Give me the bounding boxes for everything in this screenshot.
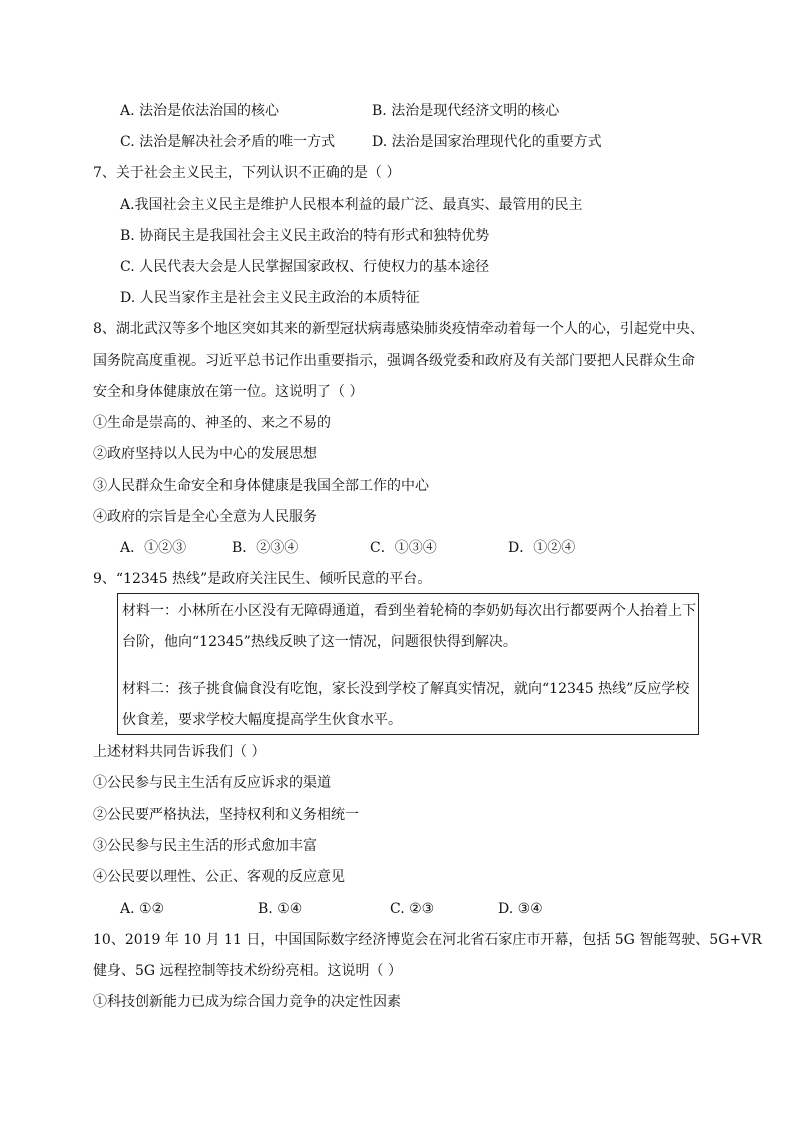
q9-material1-line-1: 材料一：小林所在小区没有无障碍通道，看到坐着轮椅的李奶奶每次出行都要两个人抬着上下 bbox=[122, 603, 696, 619]
q7-option-b: B. 协商民主是我国社会主义民主政治的特有形式和独特优势 bbox=[120, 228, 490, 244]
q8-statement-4: ④政府的宗旨是全心全意为人民服务 bbox=[93, 509, 317, 525]
q10-statement-1: ①科技创新能力已成为综合国力竞争的决定性因素 bbox=[93, 994, 401, 1010]
q9-question: 上述材料共同告诉我们（ ） bbox=[93, 744, 266, 760]
q10-stem-line-2: 健身、5G 远程控制等技术纷纷亮相。这说明（ ） bbox=[93, 963, 402, 979]
q9-statement-4: ④公民要以理性、公正、客观的反应意见 bbox=[93, 869, 345, 885]
q8-stem-line-3: 安全和身体健康放在第一位。这说明了（ ） bbox=[93, 384, 364, 400]
q9-option-a: A. ①② bbox=[120, 901, 165, 917]
q8-statement-2: ②政府坚持以人民为中心的发展思想 bbox=[93, 446, 317, 462]
q8-option-c: C．①③④ bbox=[370, 540, 437, 556]
q6-option-d: D. 法治是国家治理现代化的重要方式 bbox=[372, 134, 602, 150]
q8-statement-1: ①生命是崇高的、神圣的、来之不易的 bbox=[93, 415, 331, 431]
q9-material1-line-2: 台阶，他向“12345”热线反映了这一情况，问题很快得到解决。 bbox=[122, 634, 517, 650]
q8-option-d: D．①②④ bbox=[508, 540, 576, 556]
q9-option-c: C. ②③ bbox=[390, 901, 435, 917]
q8-option-a: A．①②③ bbox=[120, 540, 187, 556]
q6-option-b: B. 法治是现代经济文明的核心 bbox=[372, 103, 560, 119]
q9-material2-line-2: 伙食差，要求学校大幅度提高学生伙食水平。 bbox=[122, 712, 402, 728]
q9-option-b: B. ①④ bbox=[258, 901, 303, 917]
q9-statement-2: ②公民要严格执法，坚持权利和义务相统一 bbox=[93, 807, 359, 823]
q8-stem-line-2: 国务院高度重视。习近平总书记作出重要指示，强调各级党委和政府及有关部门要把人民群众生命 bbox=[93, 353, 695, 369]
q7-option-c: C. 人民代表大会是人民掌握国家政权、行使权力的基本途径 bbox=[120, 259, 490, 275]
q9-stem: 9、“12345 热线”是政府关注民生、倾听民意的平台。 bbox=[93, 571, 432, 587]
q9-statement-1: ①公民参与民主生活有反应诉求的渠道 bbox=[93, 775, 331, 791]
q8-statement-3: ③人民群众生命安全和身体健康是我国全部工作的中心 bbox=[93, 478, 429, 494]
q8-option-b: B．②③④ bbox=[232, 540, 299, 556]
q9-statement-3: ③公民参与民主生活的形式愈加丰富 bbox=[93, 838, 317, 854]
q6-option-c: C. 法治是解决社会矛盾的唯一方式 bbox=[120, 134, 336, 150]
q7-stem: 7、关于社会主义民主，下列认识不正确的是（ ） bbox=[93, 165, 401, 181]
q9-option-d: D. ③④ bbox=[498, 901, 543, 917]
q10-stem-line-1: 10、2019 年 10 月 11 日，中国国际数字经济博览会在河北省石家庄市开幕，包括 5G 智能驾驶、5G+VR bbox=[93, 932, 762, 948]
q7-option-d: D. 人民当家作主是社会主义民主政治的本质特征 bbox=[120, 290, 420, 306]
q7-option-a: A.我国社会主义民主是维护人民根本利益的最广泛、最真实、最管用的民主 bbox=[120, 197, 583, 213]
q6-option-a: A. 法治是依法治国的核心 bbox=[120, 103, 280, 119]
q8-stem-line-1: 8、湖北武汉等多个地区突如其来的新型冠状病毒感染肺炎疫情牵动着每一个人的心，引起党中央、 bbox=[93, 321, 704, 337]
q9-material2-line-1: 材料二：孩子挑食偏食没有吃饱，家长没到学校了解真实情况，就向“12345 热线”反应学校 bbox=[122, 681, 690, 697]
